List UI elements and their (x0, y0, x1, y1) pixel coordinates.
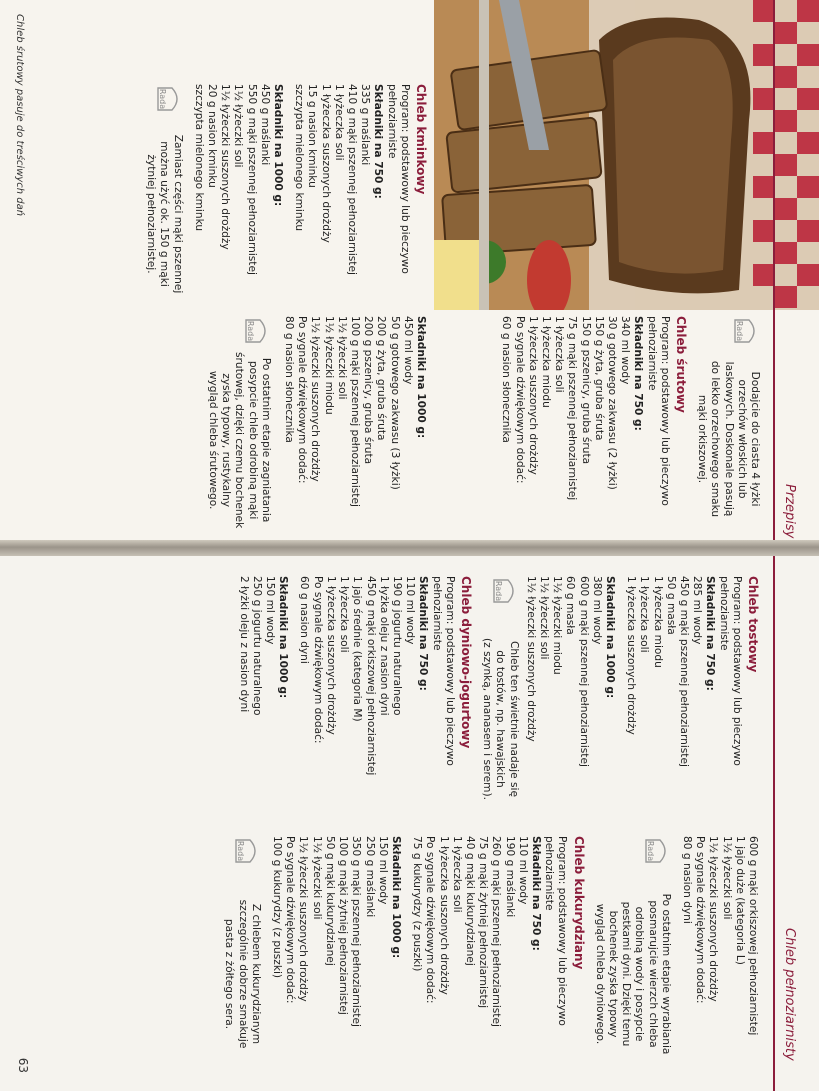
tip-line: Dodajcie do ciasta 4 łyżki (749, 371, 761, 507)
ingredient: 150 ml wody (376, 836, 389, 905)
program-line: Program: podstawowy lub pieczywo (443, 576, 456, 766)
tip-line: można użyć ok. 150 g mąki (158, 141, 171, 287)
ingredient: 2 łyżki oleju z nasion dyni (237, 576, 250, 713)
ingredient: 600 g mąki orkiszowej pełnoziarnistej (747, 836, 759, 1036)
tip-line: zyska typowy, rustykalny (220, 373, 233, 508)
photo-caption: Chleb śrutowy pasuje do treściwych dań (14, 14, 25, 217)
ingredient: 110 ml wody (404, 576, 417, 645)
svg-text:Rada: Rada (493, 580, 503, 602)
tip-line: wygląd chleba dyniowego. (593, 903, 606, 1045)
running-header-right: Chleb pełnoziarnisty (782, 928, 797, 1061)
ingredient: 200 g żyta, gruba śruta (375, 316, 388, 441)
book-spine (0, 540, 819, 556)
ingredient: Po sygnale dźwiękowym dodać: (296, 316, 309, 484)
ingredient: 1 jajo duże (kategoria L) (733, 836, 746, 965)
ingredients-heading: Składniki na 750 g: (632, 316, 645, 431)
ingredient: 1 łyżeczka suszonych drożdży (319, 84, 332, 243)
ingredient: 40 g mąki kukurydzianej (463, 836, 476, 966)
ingredient: 100 g kukurydzy (z puszki) (271, 836, 284, 979)
ingredient: 260 g mąki pszennej pełnoziarnistej (490, 836, 503, 1027)
header-rule-right (773, 556, 775, 1091)
tip-line: bochenek zyska typowy (606, 910, 619, 1038)
ingredient: 190 g maślanki (503, 836, 516, 918)
ingredient: 450 g mąki pszennej pełnoziarnistej (677, 576, 690, 767)
ingredient: 1½ łyżeczki suszonych drożdży (524, 576, 537, 742)
ingredient: 340 ml wody (619, 316, 632, 385)
ingredient: 150 ml wody (264, 576, 277, 645)
tip-line: Zamiast części mąki pszennej (171, 134, 184, 294)
ingredient: 50 g gotowego zakwasu (3 łyżki) (388, 316, 401, 490)
ingredient: 60 g nasion słonecznika (500, 316, 513, 443)
ingredient: 1 łyżeczka suszonych drożdży (437, 836, 450, 995)
ingredient: 285 ml wody (691, 576, 704, 645)
tip-line: śrutowej, dzięki czemu bochenek (233, 352, 246, 529)
rada-icon (492, 576, 520, 606)
ingredient: 1 łyżeczka soli (450, 836, 463, 913)
program-line: pełnoziarniste (717, 576, 730, 651)
program-line: pełnoziarniste (430, 576, 443, 651)
ingredient: 60 g nasion dyni (298, 576, 311, 664)
tip-line: odrobiną wody i posypcie (633, 906, 646, 1042)
column-kminkowy (142, 84, 427, 308)
ingredient: 1½ łyżeczki soli (720, 836, 733, 920)
ingredient: 1½ łyżeczki soli (232, 84, 245, 168)
tip-line: do lekko orzechowego smaku (709, 360, 722, 518)
header-rule-left (773, 0, 775, 540)
recipe-title: Chleb dyniowo-jogurtowy (458, 576, 473, 749)
ingredient: 50 g masła (664, 576, 677, 635)
ingredient: 1 łyżka oleju z nasion dyni (377, 576, 390, 716)
ingredient: 100 g mąki pszennej pełnoziarnistej (348, 316, 361, 507)
ingredient: Po sygnale dźwiękowym dodać: (284, 836, 297, 1004)
ingredients-heading: Składniki na 1000 g: (415, 316, 427, 439)
ingredient: 1 łyżeczka miodu (539, 316, 552, 408)
ingredient: 1 łyżeczka suszonych drożdży (324, 576, 337, 735)
tip-line: mąki orkiszowej. (696, 394, 709, 484)
rada-icon (156, 84, 184, 114)
tip-tostowy (480, 576, 520, 826)
ingredient: 1½ łyżeczki suszonych drożdży (707, 836, 720, 1002)
ingredient: 1½ łyżeczki miodu (322, 316, 335, 415)
program-line: Program: podstawowy lub pieczywo (730, 576, 743, 766)
ingredient: szczypta mielonego kminku (293, 84, 306, 232)
ingredient: 1½ łyżeczki suszonych drożdży (219, 84, 232, 250)
recipe-title: Chleb tostowy (746, 576, 760, 673)
rada-icon (244, 316, 272, 346)
ingredient: 110 ml wody (516, 836, 529, 905)
ingredient: 100 g mąki żytniej pełnoziarnistej (337, 836, 350, 1015)
svg-text:Rada: Rada (235, 840, 245, 862)
ingredient: 450 g mąki orkiszowej pełnoziarnistej (364, 576, 377, 776)
ingredient: 410 g mąki pszennej pełnoziarnistej (345, 84, 358, 275)
ingredient: 1 łyżeczka suszonych drożdży (625, 576, 638, 735)
ingredient: 335 g maślanki (359, 84, 372, 166)
tip-line: Z chlebem kukurydzianym (249, 903, 262, 1045)
program-line: Program: podstawowy lub pieczywo (658, 316, 671, 506)
tip-line: pasta z żółtego sera. (223, 918, 236, 1030)
ingredient: 1 łyżeczka soli (332, 84, 345, 161)
ingredients-heading: Składniki na 750 g: (372, 84, 385, 199)
ingredients-heading: Składniki na 1000 g: (389, 836, 402, 959)
ingredient: 380 ml wody (590, 576, 603, 645)
tip-line: żytniej pełnoziarnistej. (145, 154, 158, 274)
ingredients-heading: Składniki na 750 g: (704, 576, 717, 691)
ingredient: 20 g nasion kminku (205, 84, 218, 188)
ingredient: 75 g kukurydzy (z puszki) (411, 836, 424, 972)
rada-icon (644, 836, 672, 866)
ingredient: 450 ml wody (401, 316, 414, 385)
ingredient: 75 g mąki pszennej pełnoziarnistej (566, 316, 579, 501)
ingredient: 250 g maślanki (363, 836, 376, 918)
tip-line: laskowych. Doskonale pasują (722, 361, 735, 517)
tip-line: Po ostatnim etapie zagniatania (259, 357, 272, 523)
program-line: Program: podstawowy lub pieczywo (398, 84, 411, 274)
tip-srutowy (206, 316, 272, 529)
tip-line: orzechów włoskich lub (735, 379, 748, 499)
ingredient: 1½ łyżeczki miodu (551, 576, 564, 675)
tip-line: szczególnie dobrze smakuje (236, 899, 249, 1049)
ingredient: 190 g jogurtu naturalnego (390, 576, 403, 716)
ingredient: 1½ łyżeczki suszonych drożdży (297, 836, 310, 1002)
ingredient: 60 g masła (564, 576, 577, 635)
ingredient: Po sygnale dźwiękowym dodać: (513, 316, 526, 484)
ingredient: 75 g mąki żytniej pełnoziarnistej (477, 836, 490, 1009)
svg-text:Rada: Rada (157, 88, 167, 110)
running-header-left: Przepisy (782, 484, 797, 539)
ingredient: 15 g nasion kminku (306, 84, 319, 188)
ingredients-heading: Składniki na 750 g: (417, 576, 430, 691)
ingredient: 1 jajo średnie (kategoria M) (351, 576, 364, 722)
rada-icon (733, 316, 761, 346)
ingredients-heading: Składniki na 1000 g: (603, 576, 616, 699)
program-line: pełnoziarniste (543, 836, 556, 911)
ingredient: 30 g gotowego zakwasu (2 łyżki) (605, 316, 618, 490)
tip-line: pestkami dyni. Dzięki temu (620, 901, 633, 1047)
ingredient: 250 g jogurtu naturalnego (250, 576, 263, 716)
ingredient: 1½ łyżeczki suszonych drożdży (309, 316, 322, 482)
recipe-title: Chleb kukurydziany (571, 836, 586, 970)
program-line: pełnoziarniste (385, 84, 398, 159)
tip-line: (z szynką, ananasem i serem). (481, 638, 494, 800)
ingredient: 550 g mąki pszennej pełnoziarnistej (245, 84, 258, 275)
column-tostowy (236, 576, 767, 826)
ingredient: 1 łyżeczka soli (553, 316, 566, 393)
tip-line: Po ostatnim etapie wyrabiania (659, 893, 672, 1055)
ingredient: 150 g pszenicy, gruba śruta (579, 316, 592, 465)
ingredient: 50 g mąki kukurydzianej (323, 836, 336, 966)
svg-text:Rada: Rada (735, 320, 744, 342)
ingredient: 1 łyżeczka suszonych drożdży (526, 316, 539, 475)
ingredient: 1 łyżeczka soli (638, 576, 651, 653)
ingredient: 80 g nasion słonecznika (282, 316, 295, 443)
ingredient: 1½ łyżeczki soli (310, 836, 323, 920)
right-page (0, 556, 819, 1091)
page-number: 63 (16, 1057, 30, 1073)
svg-text:Rada: Rada (245, 320, 255, 342)
ingredient: 450 g maślanki (258, 84, 271, 166)
ingredients-heading: Składniki na 1000 g: (271, 84, 284, 207)
tip-line: Chleb ten świetnie nadaje się (507, 641, 520, 797)
ingredients-heading: Składniki na 750 g: (529, 836, 542, 951)
ingredient: 350 g mąki pszennej pełnoziarnistej (350, 836, 363, 1027)
ingredient: 1 łyżeczka miodu (651, 576, 664, 668)
tip-line: posypcie chleb odrobiną mąki (246, 360, 259, 520)
recipe-title: Chleb kminkowy (414, 84, 428, 195)
rada-icon (234, 836, 262, 866)
column-dyniowy-kukurydziany (220, 836, 767, 1076)
tip-kminkowy (144, 84, 184, 308)
ingredient: Po sygnale dźwiękowym dodać: (311, 576, 324, 744)
ingredient: 600 g mąki pszennej pełnoziarnistej (577, 576, 590, 767)
bread-photo (434, 0, 819, 310)
svg-text:Rada: Rada (645, 840, 655, 862)
column-srutowy-part1 (499, 316, 765, 526)
ingredient: Po sygnale dźwiękowym dodać: (694, 836, 707, 1004)
ingredient: 1½ łyżeczki soli (335, 316, 348, 400)
recipe-title: Chleb śrutowy (673, 316, 688, 413)
tip-walnuts (695, 316, 761, 526)
left-page (0, 0, 819, 540)
tip-line: do tostów, np. hawajskich (494, 650, 507, 788)
ingredient: 80 g nasion dyni (680, 836, 693, 924)
ingredient: 1½ łyżeczki soli (537, 576, 550, 660)
ingredient: 150 g żyta, gruba śruta (592, 316, 605, 441)
ingredient: 200 g pszenicy, gruba śruta (362, 316, 375, 465)
tip-dyniowy (593, 836, 672, 1076)
ingredient: 1 łyżeczka soli (338, 576, 351, 653)
ingredient: Po sygnale dźwiękowym dodać: (424, 836, 437, 1004)
ingredient: szczypta mielonego kminku (192, 84, 205, 232)
program-line: pełnoziarniste (645, 316, 658, 391)
program-line: Program: podstawowy lub pieczywo (556, 836, 569, 1026)
column-srutowy-part2 (204, 316, 427, 529)
ingredients-heading: Składniki na 1000 g: (277, 576, 290, 699)
tip-line: wygląd chleba śrutowego. (206, 370, 219, 510)
tip-kukurydziany (222, 836, 262, 1076)
tip-line: posmarujcie wierzch chleba (646, 900, 659, 1048)
